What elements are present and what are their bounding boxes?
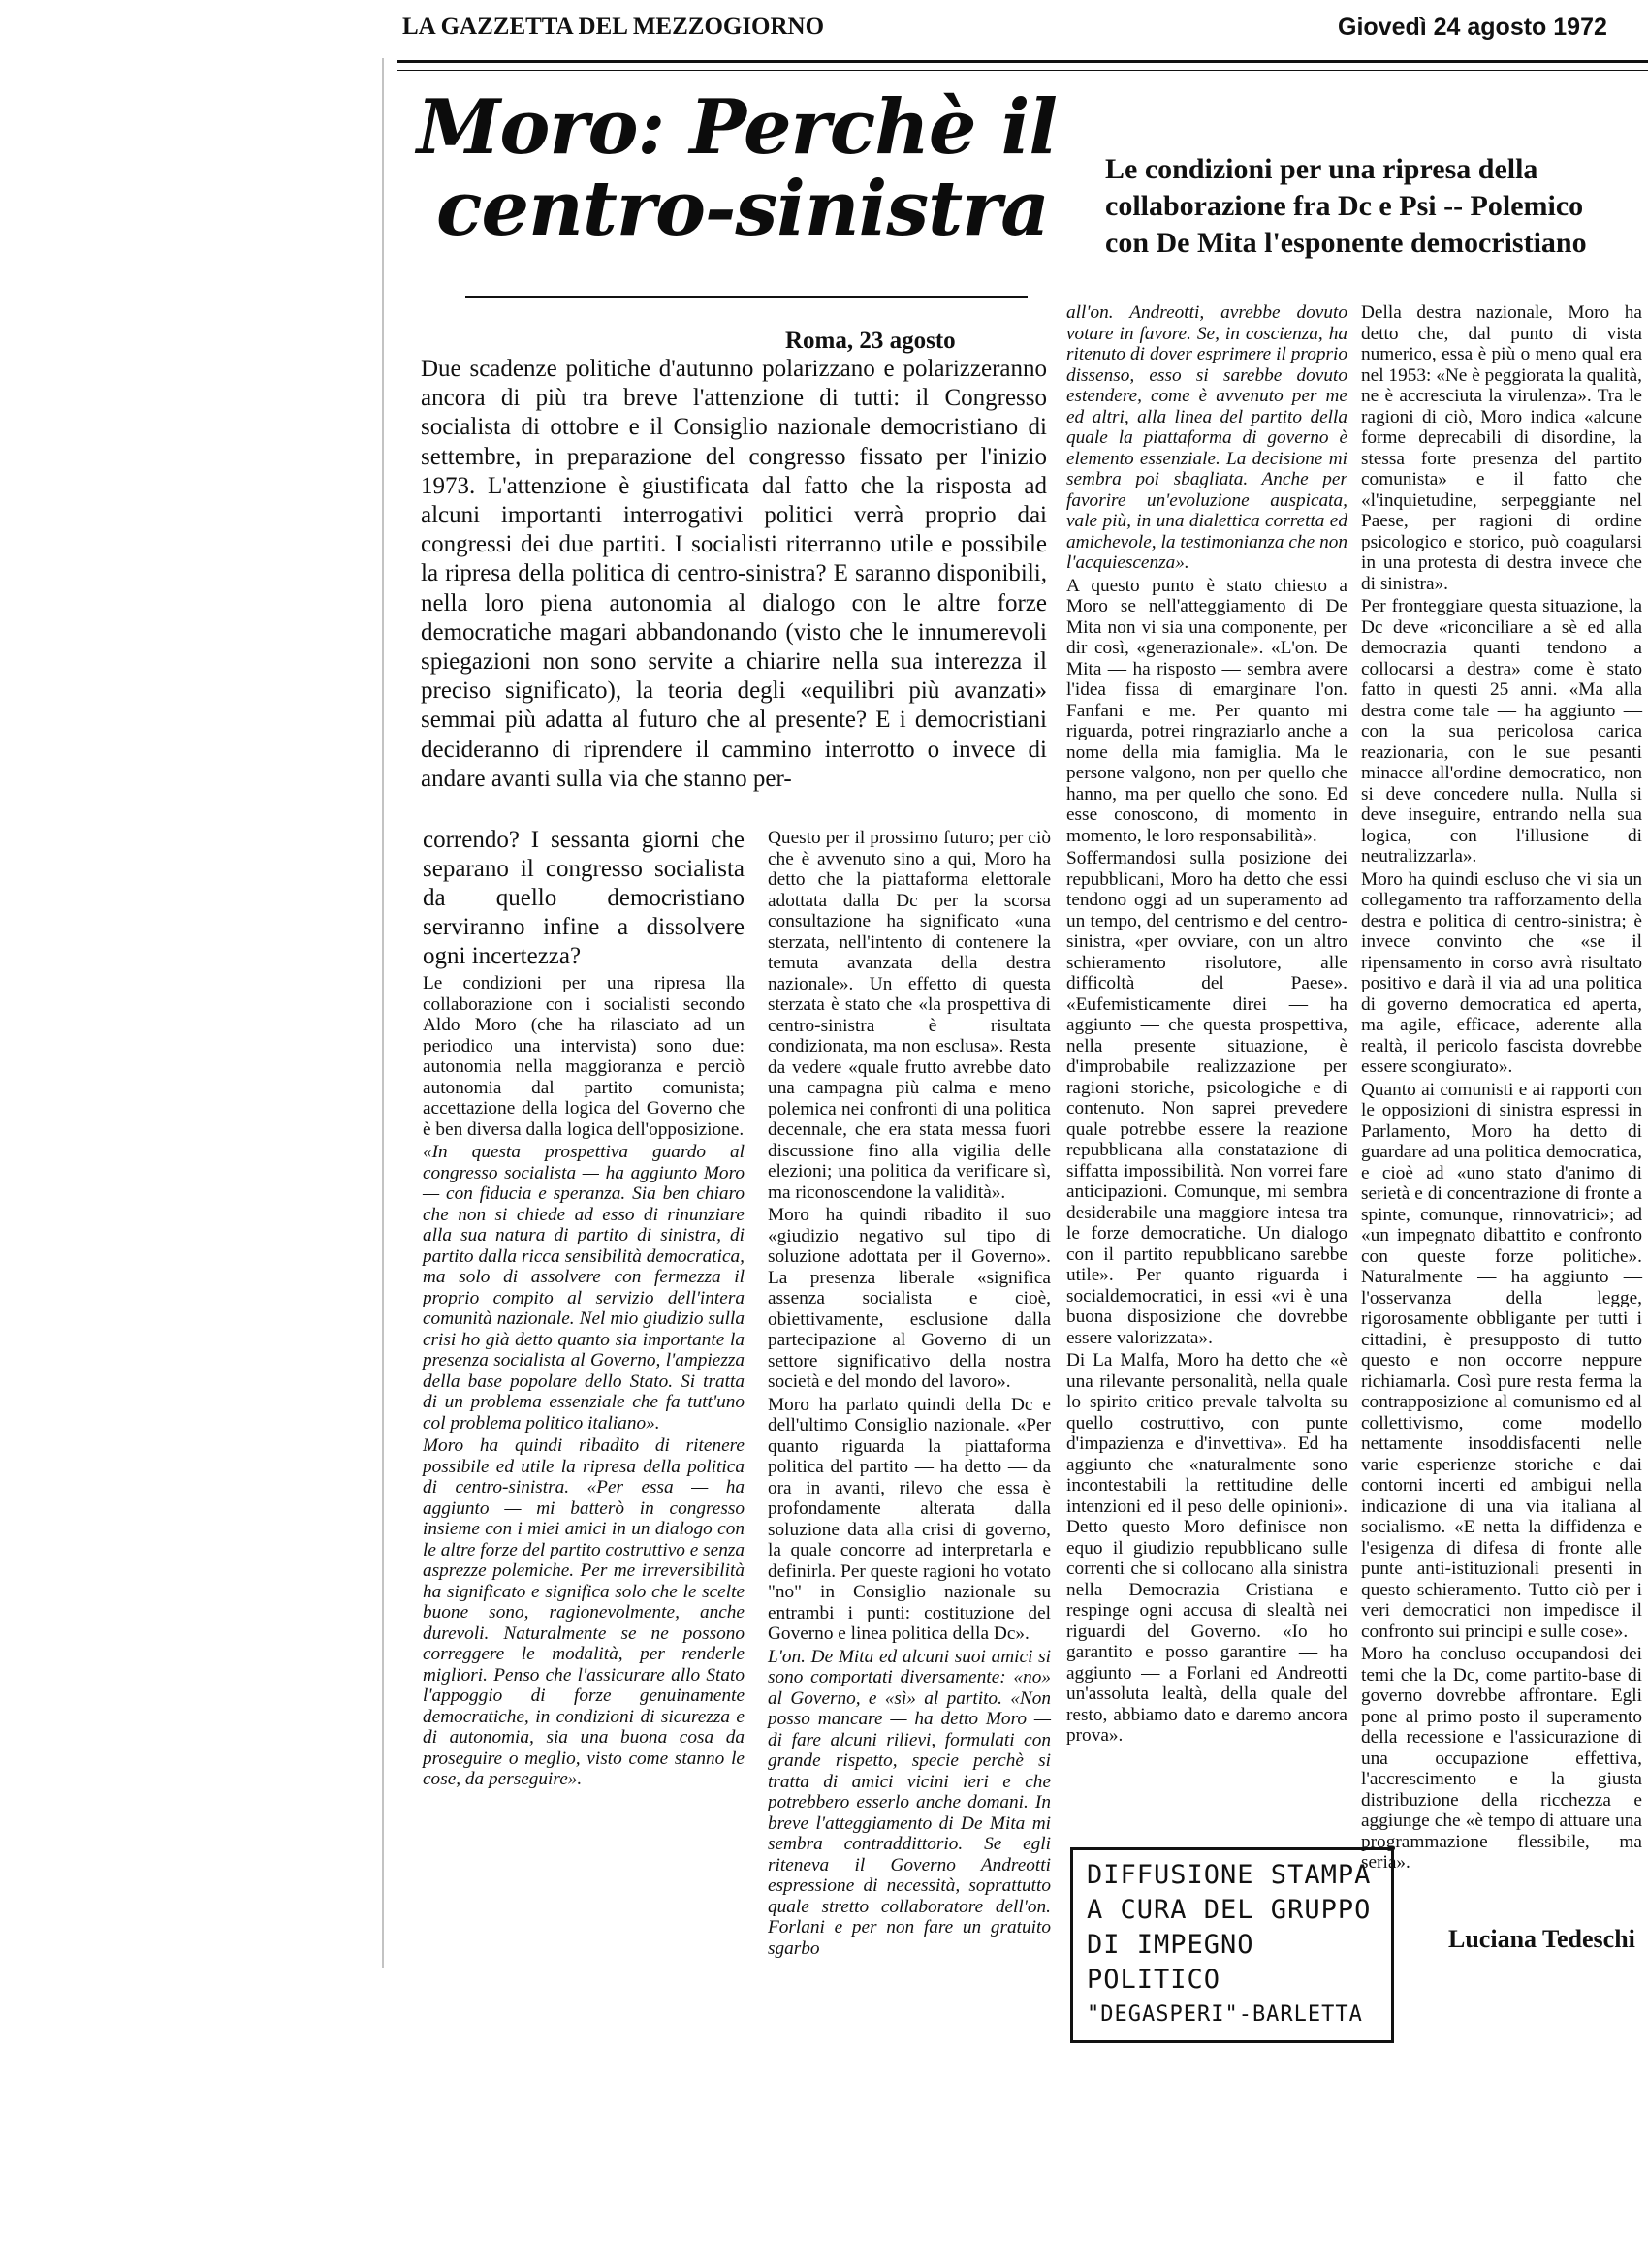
headline-rule — [465, 296, 1028, 298]
article-column-3 — [1066, 302, 1347, 1748]
column-paragraph: Quanto ai comunisti e ai rapporti con le opposizioni di sinistra espressi in Parlamento, Moro ha detto di guardare ad una politica democratica, e cioè ad «uno stato d'animo di serietà e di concentrazione di fronte a spinte, comunque, rinnovatrici»; ad «un impegnato dibattito e confronto con queste forze politiche». Naturalmente — ha aggiunto — l'osservanza della legge, rigorosamente obbligante per tutti i cittadini, è presupposto di tutto questo e non occorre neppure richiamarla. Così pure resta ferma la contrapposizione al comunismo ed al collettivismo, come modello nettamente insoddisfacenti nelle varie esperienze storiche e dai contorni incerti ed ambigui nella indicazione di una via italiana al socialismo. «E netta la diffidenza e l'esigenza di difesa di fronte alle punte anti-istituzionali presenti in questo schieramento. Tutto ciò per i veri democratici non impedisce il confronto sui principi e sulle cose». — [1361, 1079, 1642, 1642]
stamp-line: DI IMPEGNO POLITICO — [1087, 1930, 1254, 1995]
distribution-stamp — [1070, 1847, 1394, 2043]
column-paragraph: Questo per il prossimo futuro; per ciò che è avvenuto sino a qui, Moro ha detto che la piattaforma elettorale adottata dalla Dc per la scorsa consultazione ha significato «una sterzata, nell'intento di contenere la temuta avanzata della destra nazionale». Un effetto di questa sterzata è stato che «la prospettiva di centro-sinistra è risultata condizionata, ma non esclusa». Resta da vedere «quale frutto avrebbe dato una campagna più calma e meno polemica nei confronti di una politica decennale, che era stata messa fuori discussione fino alla vigilia delle elezioni; una politica da verificare sì, ma riconoscendone la validità». — [768, 828, 1051, 1203]
stamp-line: A CURA DEL GRUPPO — [1087, 1895, 1372, 1925]
column-paragraph: Per fronteggiare questa situazione, la Dc deve «riconciliare a sè ed alla democrazia quanti tendono a collocarsi a destra» come è stato fatto in questi 25 anni. «Ma alla destra come tale — ha aggiunto — con la sua pericolosa carica reazionaria, con le sue pesanti minacce all'ordine democratico, non si deve concedere nulla. Nulla si deve inseguire, entrando nella sua logica, con l'illusione di neutralizzarla». — [1361, 596, 1642, 866]
byline: Luciana Tedeschi — [1448, 1925, 1635, 1953]
article-column-4 — [1361, 302, 1642, 1875]
column-paragraph: Moro ha quindi escluso che vi sia un collegamento tra rafforzamento della destra e politica di centro-sinistra; è invece convinto che «se il ripensamento in corso avrà risultato positivo e darà il via ad una politica di governo democratica ed aperta, ma agile, efficace, aderente alla realtà, il pericolo fascista dovrebbe essere scongiurato». — [1361, 868, 1642, 1077]
column-paragraph: Di La Malfa, Moro ha detto che «è una rilevante personalità, nella quale lo spirito critico prevale talvolta su quello costruttivo, con punte d'impazienza e d'invettiva». Ed ha aggiunto che «naturalmente sono incontestabili la rettitudine delle intenzioni ed il peso delle opinioni». Detto questo Moro definisce non equo il giudizio repubblicano sulle correnti che si collocano alla sinistra nella Democrazia Cristiana e respinge ogni accusa di slealtà nei riguardi del Governo. «Io ho garantito e posso garantire — ha aggiunto — a Forlani ed Andreotti un'assoluta lealtà, della quale del resto, abbiamo dato e daremo ancora prova». — [1066, 1350, 1347, 1746]
column-paragraph: correndo? I sessanta giorni che separano il congresso socialista da quello democristiano serviranno infine a dissolvere ogni incertezza? — [423, 827, 745, 969]
column-paragraph: A questo punto è stato chiesto a Moro se nell'atteggiamento di De Mita non vi sia una componente, per dir così, «generazionale». «L'on. De Mita — ha risposto — sembra avere l'idea fissa di emarginare l'on. Fanfani e me. Per quanto mi riguarda, potrei ringraziarlo anche a nome della mia famiglia. Ma le persone valgono, non per quello che hanno, ma per quello che sono. Ed esse conoscono, di momento in momento, le loro responsabilità». — [1066, 575, 1347, 846]
scan-edge — [382, 58, 384, 1968]
stamp-line: DIFFUSIONE STAMPA — [1087, 1860, 1372, 1890]
headline-line-1: Moro: Perchè il — [417, 83, 1057, 172]
column-paragraph: Moro ha concluso occupandosi dei temi che la Dc, come partito-base di governo dovrebbe affrontare. Egli pone al primo posto il superamento della recessione e l'assicurazione di una occupazione effettiva, l'accrescimento e la giusta distribuzione della ricchezza e aggiunge che «è tempo di attuare una programmazione flessibile, ma seria». — [1361, 1644, 1642, 1873]
headline — [417, 83, 1057, 253]
column-paragraph: all'on. Andreotti, avrebbe dovuto votare in favore. Se, in coscienza, ha ritenuto di dover esprimere il proprio dissenso, esso si sarebbe dovuto estendere, come è avvenuto per me ed altri, alla linea del partito della quale la piattaforma di governo è elemento essenziale. La decisione mi sembra poi sbagliata. Anche per favorire un'evoluzione auspicata, vale più, in una dialettica corretta ed amichevole, la testimonianza che non l'acquiescenza». — [1066, 302, 1347, 573]
stamp-line: "DEGASPERI"-BARLETTA — [1087, 2002, 1363, 2027]
article-column-2 — [768, 828, 1051, 1961]
column-paragraph: Moro ha parlato quindi della Dc e dell'ultimo Consiglio nazionale. «Per quanto riguarda la piattaforma politica del partito — ha detto — da ora in avanti, rilevo che essa è profondamente alterata dalla soluzione data alla crisi di governo, la quale concorre ad interpretarla e definirla. Per queste ragioni ho votato "no" in Consiglio nazionale su entrambi i punti: costituzione del Governo e linea politica della Dc». — [768, 1394, 1051, 1644]
column-paragraph: L'on. De Mita ed alcuni suoi amici si sono comportati diversamente: «no» al Governo, e «sì» al partito. «Non posso mancare — ha detto Moro — di fare alcuni rilievi, formulati con grande rispetto, specie perchè si tratta di amici vicini ieri e che potrebbero esserlo anche domani. In breve l'atteggiamento di De Mita mi sembra contraddittorio. Se egli riteneva il Governo Andreotti espressione di necessità, soprattutto quale stretto collaboratore dell'on. Forlani e per non fare un gratuito sgarbo — [768, 1646, 1051, 1959]
subheadline: Le condizioni per una ripresa della collaborazione fra Dc e Psi -- Polemico con De Mita l'esponente democristiano — [1105, 153, 1587, 259]
dateline: Roma, 23 agosto — [785, 328, 956, 354]
masthead-rule-thin — [397, 70, 1648, 71]
column-paragraph: Moro ha quindi ribadito di ritenere possibile ed utile la ripresa della politica di centro-sinistra. «Per essa — ha aggiunto — mi batterò in congresso insieme con i miei amici in un dialogo con le altre forze del partito costruttivo e senza asprezze polemiche. Per me irreversibilità ha significato e significa solo che le scelte buone sono, ragionevolmente, anche durevoli. Naturalmente se ne possono correggere le modalità, per renderle migliori. Penso che l'assicurare allo Stato l'appoggio di forze genuinamente democratiche, in condizioni di sicurezza e di autonomia, sia una buona cosa da proseguire o meglio, visto come stanno le cose, da perseguire». — [423, 1435, 745, 1789]
column-paragraph: Le condizioni per una ripresa lla collaborazione con i socialisti secondo Aldo Moro (che ha rilasciato ad un periodico una intervista) sono due: autonomia nella maggioranza e perciò autonomia dal partito comunista; accettazione della logica del Governo che è ben diversa dalla logica dell'opposizione. — [423, 973, 745, 1140]
column-paragraph: Moro ha quindi ribadito il suo «giudizio negativo sul tipo di soluzione adottata per il Governo». La presenza liberale «significa assenza socialista e cioè, obiettivamente, esclusione dalla partecipazione al Governo di un settore significativo della nostra società e del mondo del lavoro». — [768, 1205, 1051, 1392]
headline-line-2: centro-sinistra — [436, 165, 1049, 253]
column-paragraph: Soffermandosi sulla posizione dei repubblicani, Moro ha detto che essi tendono oggi ad un superamento ad un tempo, del centrismo e del centro-sinistra, «per ovviare, con un altro schieramento risolutore, alle difficoltà del Paese». «Eufemisticamente direi — ha aggiunto — che questa prospettiva, nella presente situazione, è d'improbabile realizzazione per ragioni storiche, psicologiche e di contenuto. Non saprei prevedere quale potrebbe essere la reazione repubblicana alla constatazione di siffatta impossibilità. Non vorrei fare anticipazioni. Comunque, mi sembra desiderabile una maggiore intesa tra le forze democratiche. Un dialogo con il partito repubblicano sarebbe utile». Per quanto riguarda i socialdemocratici, in essi «vi è una buona disposizione che dovrebbe essere valorizzata». — [1066, 848, 1347, 1348]
column-paragraph: Della destra nazionale, Moro ha detto che, dal punto di vista numerico, essa è più o meno qual era nel 1953: «Ne è peggiorata la qualità, ne è accresciuta la virulenza». Tra le ragioni di ciò, Moro indica «alcune forme deprecabili di disordine, la stessa forte presenza del partito comunista» e il fatto che «l'inquietudine, serpeggiante nel Paese, per ragioni di ordine psicologico e storico, può coagularsi in una protesta di destra invece che di sinistra». — [1361, 302, 1642, 594]
issue-date: Giovedì 24 agosto 1972 — [1338, 14, 1607, 41]
article-column-1 — [423, 826, 745, 1792]
column-paragraph: «In questa prospettiva guardo al congresso socialista — ha aggiunto Moro — con fiducia e speranza. Sia ben chiaro che non si chiede ad esso di rinunziare alla sua natura di partito di sinistra, di partito dalla ricca sensibilità democratica, ma solo di assolvere con fermezza il proprio compito al servizio dell'intera comunità nazionale. Nel mio giudizio sulla crisi ho già detto quanto sia importante la presenza socialista al Governo, l'ampiezza della base popolare dello Stato. Si tratta di un problema essenziale che fa tutt'uno col problema politico italiano». — [423, 1142, 745, 1433]
masthead-rule — [397, 60, 1648, 63]
lede-paragraph: Due scadenze politiche d'autunno polarizzano e polarizzeranno ancora di più tra breve l'attenzione di tutti: il Congresso socialista di ottobre e il Consiglio nazionale democristiano di settembre, in preparazione del congresso fissato per l'inizio 1973. L'attenzione è giustificata dal fatto che la risposta ad alcuni importanti interrogativi politici verrà proprio dai congressi dei due partiti. I socialisti riterranno utile e possibile la ripresa della politica di centro-sinistra? E saranno disponibili, nella loro piena autonomia al dialogo con le altre forze democratiche magari abbandonando (visto che le innumerevoli spiegazioni non sono servite a chiarire nella sua interezza il preciso significato), la teoria degli «equilibri più avanzati» semmai più adatta al futuro che al presente? E i democristiani decideranno di riprendere il cammino interrotto o invece di andare avanti sulla via che stanno per- — [421, 356, 1047, 792]
newspaper-masthead: LA GAZZETTA DEL MEZZOGIORNO — [402, 14, 825, 40]
